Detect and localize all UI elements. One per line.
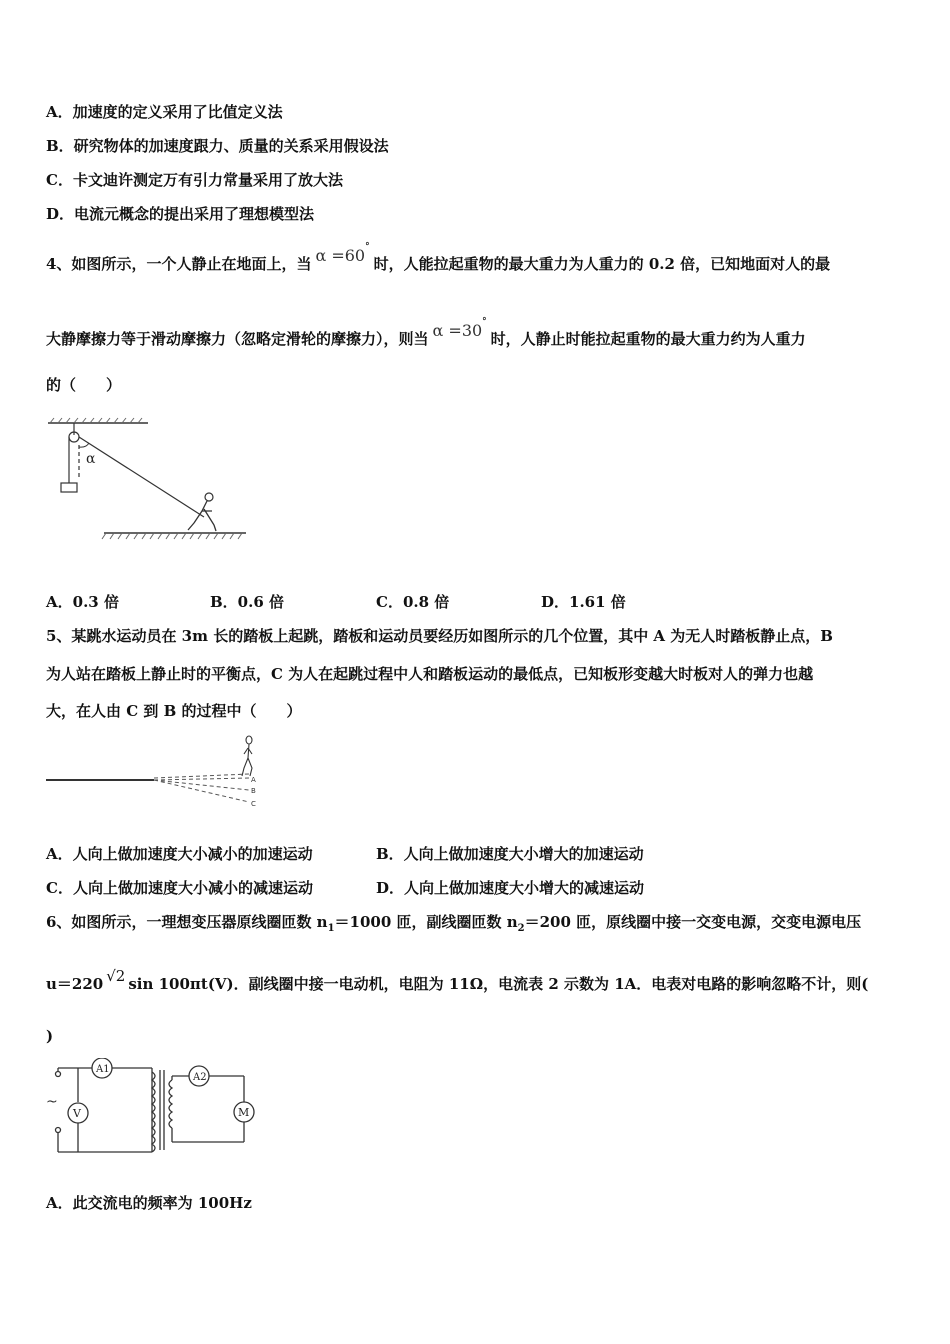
q4-option-c: C．0.8 倍 (376, 593, 450, 611)
q5-label-c: C (251, 800, 256, 808)
q4-alpha-label: α (86, 451, 96, 467)
q4-line1-pre: 4、如图所示，一个人静止在地面上，当 (46, 255, 312, 273)
q5-option-a: A．人向上做加速度大小减小的加速运动 (46, 845, 313, 863)
q6-sqrt2: √2 (106, 967, 126, 985)
q6-voltmeter-label: V (73, 1107, 81, 1120)
q4-line2-post: 时，人静止时能拉起重物的最大重力约为人重力 (490, 330, 806, 348)
q5-stem-line1: 5、某跳水运动员在 3m 长的踏板上起跳，踏板和运动员要经历如图所示的几个位置，其中 A 为无人时踏板静止点，B (46, 627, 833, 645)
q5-figure (44, 730, 264, 812)
q6-motor-label: M (238, 1106, 250, 1119)
q4-option-a: A．0.3 倍 (46, 593, 119, 611)
q3-option-b: B．研究物体的加速度跟力、质量的关系采用假设法 (46, 137, 389, 155)
q6-stem-line1 (46, 912, 861, 939)
q5-option-b: B．人向上做加速度大小增大的加速运动 (376, 845, 644, 863)
q4-option-b: B．0.6 倍 (210, 593, 284, 611)
q5-stem-line3: 大，在人由 C 到 B 的过程中（ ） (46, 702, 302, 720)
q6-option-a: A．此交流电的频率为 100Hz (46, 1194, 252, 1212)
q6-stem-line3: ) (46, 1027, 54, 1045)
q3-option-a: A．加速度的定义采用了比值定义法 (46, 103, 283, 121)
q4-alpha60: α =60 (315, 246, 366, 265)
q5-label-b: B (251, 787, 256, 795)
q5-option-c: C．人向上做加速度大小减小的减速运动 (46, 879, 313, 897)
q4-line1-post: 时，人能拉起重物的最大重力为人重力的 0.2 倍，已知地面对人的最 (373, 255, 831, 273)
q5-label-a: A (251, 776, 256, 784)
q6-line1-c: ＝200 匝，原线圈中接一交变电源，交变电源电压 (524, 913, 862, 931)
q6-ammeter1-label: A1 (96, 1064, 110, 1075)
q5-stem-line2: 为人站在踏板上静止时的平衡点，C 为人在起跳过程中人和踏板运动的最低点，已知板形变越大时板对人的弹力也越 (46, 665, 814, 683)
q6-stem-line2 (46, 967, 869, 994)
q6-ac-symbol: ~ (46, 1094, 58, 1110)
q3-option-c: C．卡文迪许测定万有引力常量采用了放大法 (46, 171, 343, 189)
q6-circuit-figure (44, 1058, 274, 1160)
q6-line1-b: ＝1000 匝，副线圈匝数 n (334, 913, 518, 931)
q6-sub2: 2 (517, 923, 525, 934)
q4-option-d: D．1.61 倍 (541, 593, 626, 611)
q4-figure (44, 415, 254, 550)
q5-option-d: D．人向上做加速度大小增大的减速运动 (376, 879, 645, 897)
q6-sub1: 1 (327, 923, 335, 934)
q6-line2-post: sin 100πt(V)．副线圈中接一电动机，电阻为 11Ω，电流表 2 示数为 1A．电表对电路的影响忽略不计，则( (128, 975, 869, 993)
q4-stem-line1: 4、如图所示，一个人静止在地面上，当 α =60°时，人能拉起重物的最大重力为人重力的 0.2 倍，已知地面对人的最 (46, 242, 831, 273)
q4-stem-line3: 的（ ） (46, 376, 122, 394)
q6-line2-pre: u＝220 (46, 975, 104, 993)
q3-option-d: D．电流元概念的提出采用了理想模型法 (46, 205, 315, 223)
q4-stem-line2: 大静摩擦力等于滑动摩擦力（忽略定滑轮的摩擦力），则当 α =30°时，人静止时能拉起重物的最大重力约为人重力 (46, 317, 806, 348)
q6-ammeter2-label: A2 (193, 1072, 207, 1083)
q4-alpha30: α =30 (432, 321, 483, 340)
q4-line2-pre: 大静摩擦力等于滑动摩擦力（忽略定滑轮的摩擦力），则当 (46, 330, 429, 348)
q6-line1-a: 6、如图所示，一理想变压器原线圈匝数 n (46, 913, 328, 931)
